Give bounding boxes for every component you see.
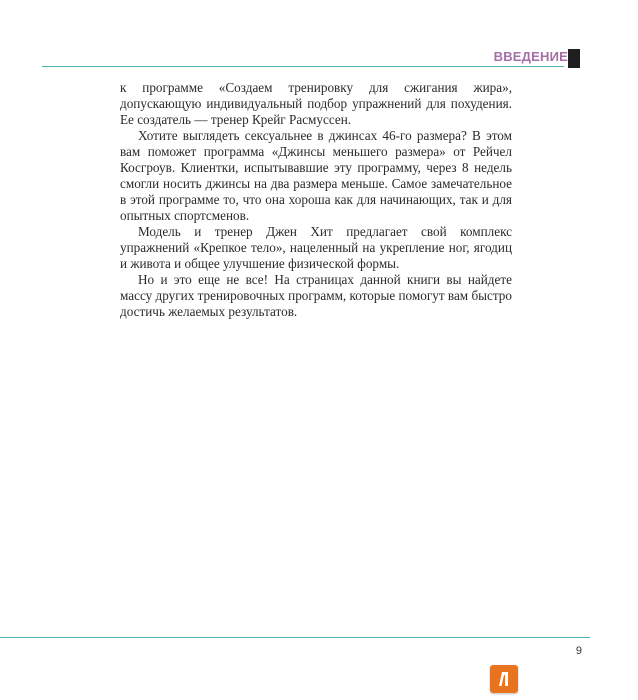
- paragraph: к программе «Создаем тренировку для сжигания жира», допускающую индивидуальный подбор упражнений для похудения. Ее создатель — тренер Крейг Расмуссен.: [120, 80, 512, 127]
- labirint-logo-glyph: [490, 665, 518, 693]
- paragraph: Модель и тренер Джен Хит предлагает свой комплекс упражнений «Крепкое тело», нацеленный на укрепление ног, ягодиц и живота и общее улучшение физической формы.: [120, 224, 512, 271]
- section-title: ВВЕДЕНИЕ: [493, 49, 568, 64]
- paragraph: Хотите выглядеть сексуальнее в джинсах 46-го размера? В этом вам поможет программа «Джинсы меньшего размера» от Рейчел Косгроув. Клиентки, испытывавшие эту программу, через 8 недель смогли носить джинсы на два размера меньше. Самое замечательное в этой программе то, что она хороша как для начинающих, так и для опытных спортсменов.: [120, 128, 512, 223]
- section-marker: [568, 49, 580, 68]
- body-text: [120, 80, 512, 320]
- page-number: 9: [575, 645, 582, 657]
- footer-rule: [0, 637, 590, 638]
- paragraph: Но и это еще не все! На страницах данной книги вы найдете массу других тренировочных программ, которые помогут вам быстро достичь желаемых результатов.: [120, 272, 512, 319]
- header-rule: [42, 66, 564, 67]
- labirint-logo-icon: [490, 665, 518, 693]
